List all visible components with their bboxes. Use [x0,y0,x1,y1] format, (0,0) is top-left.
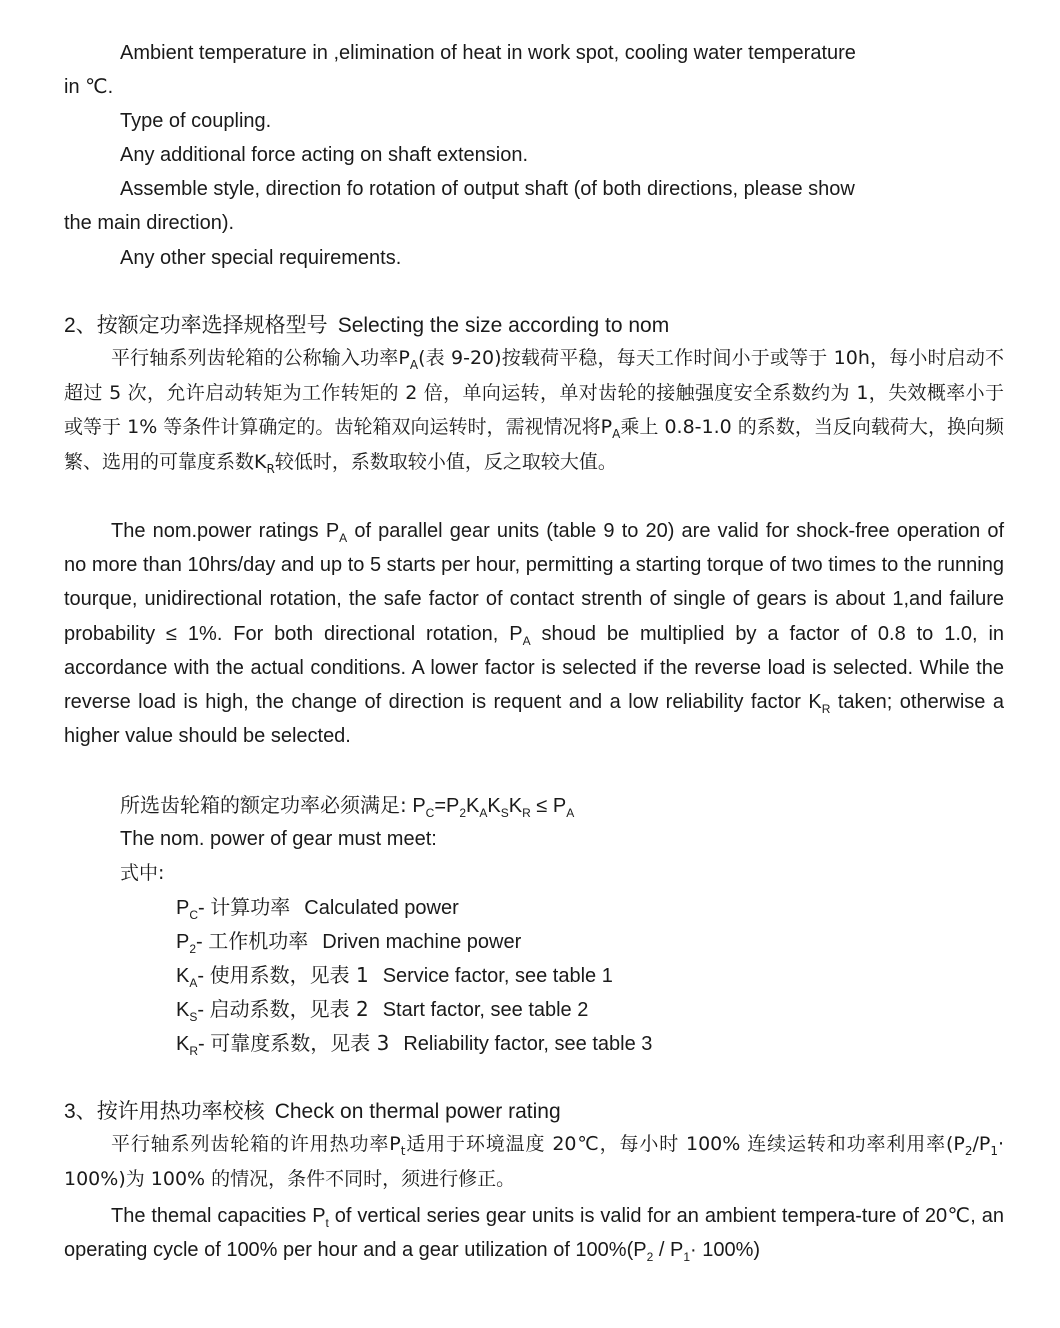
legend-item: $P_2-$ 工作机功率 Driven machine power [176,929,522,956]
legend-item: $K_R-$ 可靠度系数，见表 3 Reliability factor, see table 3 [176,1031,653,1058]
section2-en-paragraph: The nom.power ratings $P_A$ of parallel gear units (table 9 to 20) are valid for shock-free operation of no more than 10hrs/day and up to 5 starts per hour, permitting a starting torque of two times to the running tourque, unidirectional rotation, the safe factor of contact strenth of single of gears is about 1,and failure probability ≤ 1%. For both directional rotation, $P_A$ shoud be multiplied by a factor of 0.8 to 1.0, in accordance with the actual conditions. A lower factor is selected if the reverse load is selected. While the reverse load is high, the change of direction is requent and a low reliability factor $K_R$ taken; otherwise a higher value should be selected. [64,520,1005,748]
section3-number: 3、 [64,1100,97,1123]
requirement-additional-force: Any additional force acting on shaft extension. [120,144,529,166]
section2-title-en: Selecting the size according to nom [337,314,670,337]
section3-title-en: Check on thermal power rating [274,1100,561,1123]
requirement-assemble: Assemble style, direction fo rotation of output shaft (of both directions, please show the main direction). [64,178,855,235]
legend-item: $K_S-$ 启动系数，见表 2 Start factor, see table 2 [176,997,589,1024]
section2-number: 2、 [64,314,97,337]
legend-item: $P_C-$ 计算功率 Calculated power [176,895,459,922]
section3-cn-paragraph: 平行轴系列齿轮箱的许用热功率$P_t$适用于环境温度 20℃，每小时 100% 连续运转和功率利用率$(P_2/P_1\cdot 100\%)$为 100% 的情况，条件不同时，须进行修正。 [64,1133,1004,1190]
requirement-coupling: Type of coupling. [120,110,272,132]
section3-title-cn: 按许用热功率校核 [96,1099,265,1123]
section3-heading [64,1096,561,1127]
section3-en-paragraph: The themal capacities $P_t$ of vertical series gear units is valid for an ambient tempera-ture of 20℃, an operating cycle of 100% per hour and a gear utilization of $100\%(P_2 / P_1\cdot 100\%)$ [64,1205,1005,1265]
condition-cn: 所选齿轮箱的额定功率必须满足: [120,793,407,817]
condition-en: The nom. power of gear must meet: [120,828,437,850]
legend-item: $K_A-$ 使用系数，见表 1 Service factor, see table 1 [176,963,613,990]
section2-title-cn: 按额定功率选择规格型号 [96,313,328,337]
where-label: 式中: [120,862,165,884]
section2-cn-paragraph: 平行轴系列齿轮箱的公称输入功率$P_A$(表 9-20)按载荷平稳，每天工作时间小于或等于 10h，每小时启动不超过 5 次，允许启动转矩为工作转矩的 2 倍，单向运转，单对齿轮的接触强度安全系数约为 1，失效概率小于或等于 1% 等条件计算确定的。齿轮箱双向运转时，需视情况将$P_A$乘上 0.8-1.0 的系数，当反向载荷大，换向频繁、选用的可靠度系数$K_R$较低时，系数取较小值，反之取较大值。 [64,347,1004,476]
power-condition-formula [120,788,574,823]
formula: $P_C=P_2K_AK_SK_R \le P_A$ [412,795,575,820]
requirement-other: Any other special requirements. [120,247,402,269]
requirement-ambient: Ambient temperature in ,elimination of heat in work spot, cooling water temperature in ℃. [64,42,856,99]
section2-heading [64,310,669,341]
